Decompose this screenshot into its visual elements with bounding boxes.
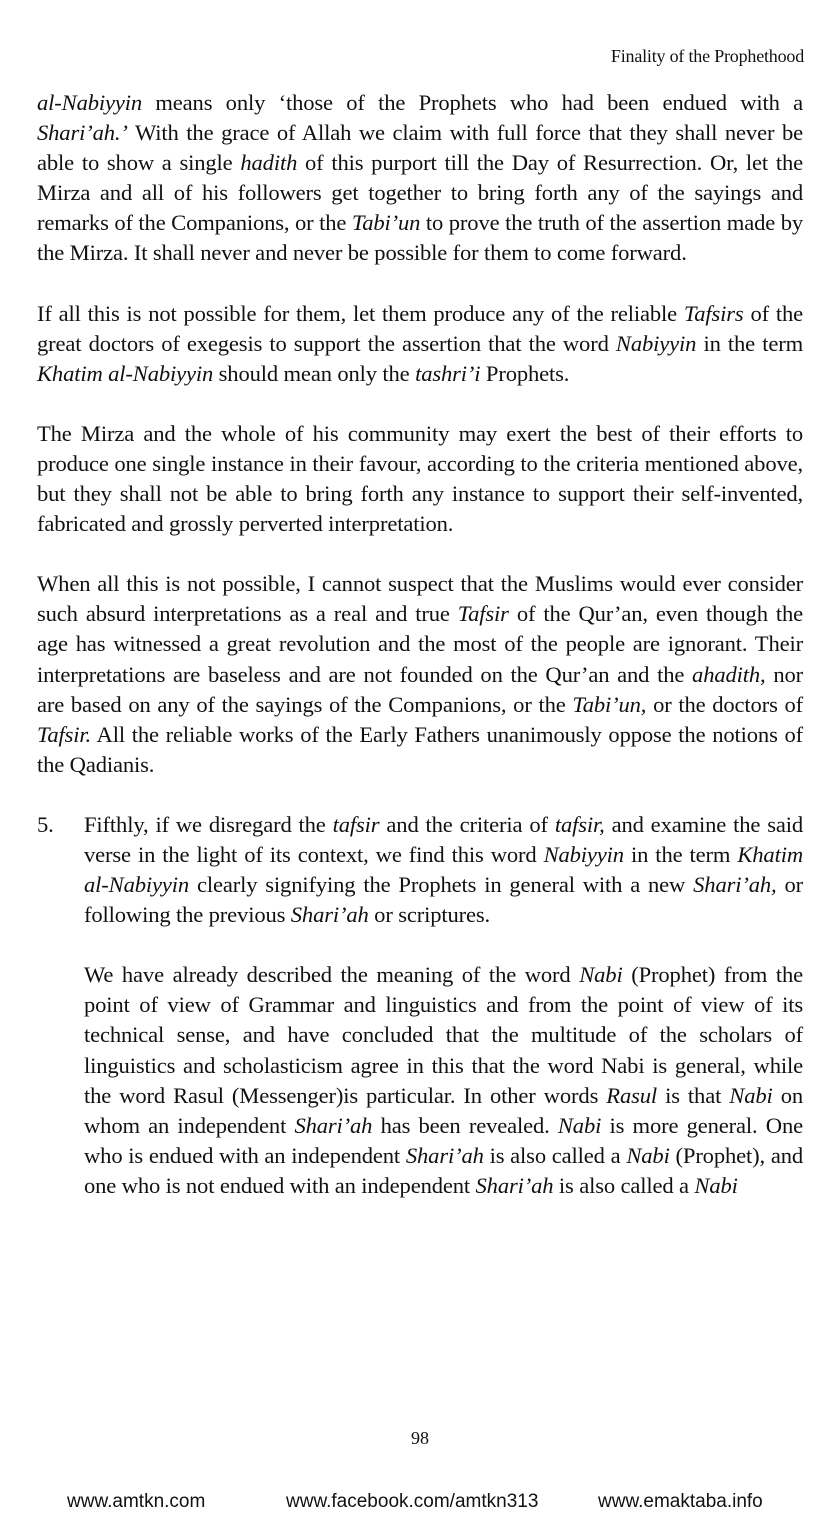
paragraph-4-seg-5: Tabi’un, bbox=[572, 691, 647, 717]
paragraph-2-seg-7: tashri’i bbox=[415, 360, 481, 386]
paragraph-6-seg-2: (Prophet) from the point of view of Grammar and linguistics and from the point of view of its technical sense, and have concluded that the multitude of the scholars of linguistics and scholasticism agree in this that the word Nabi is general, while the word Rasul (Messenger)is particular. In other words bbox=[84, 962, 803, 1108]
paragraph-2-seg-5: Khatim al-Nabiyyin bbox=[37, 360, 214, 386]
footer-link-facebook[interactable]: www.facebook.com/amtkn313 bbox=[286, 1491, 539, 1512]
paragraph-6-seg-3: Rasul bbox=[606, 1082, 658, 1108]
numbered-paragraph-5 bbox=[37, 810, 803, 930]
body-text bbox=[37, 88, 803, 1201]
paragraph-6 bbox=[37, 960, 803, 1201]
paragraph-6-seg-1: Nabi bbox=[579, 962, 623, 988]
paragraph-6-seg-0: We have already described the meaning of the word bbox=[84, 962, 580, 988]
list-number: 5. bbox=[37, 811, 54, 837]
paragraph-3-seg-0: The Mirza and the whole of his community may exert the best of their efforts to produce one single instance in their favour, according to the criteria mentioned above, but they shall not be able to bring forth any instance to support their self-invented, fabricated and grossly perverted interpretation. bbox=[37, 420, 803, 537]
paragraph-5-seg-4: and examine the said verse in the light of its context, we find this word bbox=[84, 811, 804, 867]
paragraph-2-seg-3: Nabiyyin bbox=[615, 330, 697, 356]
footer-link-amtkn[interactable]: www.amtkn.com bbox=[67, 1491, 206, 1512]
paragraph-2-seg-2: of the great doctors of exegesis to support the assertion that the word bbox=[37, 300, 804, 356]
paragraph-6-seg-15: Shari’ah bbox=[475, 1172, 554, 1198]
paragraph-5-seg-3: tafsir, bbox=[554, 811, 605, 837]
paragraph-1-seg-5: of this purport till the Day of Resurrection. Or, let the Mirza and all of his followers get together to bring forth any of the sayings and remarks of the Companions, or the bbox=[37, 150, 803, 236]
paragraph-1-seg-1: means only ‘those of the Prophets who had been endued with a bbox=[142, 90, 803, 115]
paragraph-5-seg-0: Fifthly, if we disregard the bbox=[84, 811, 333, 837]
paragraph-1-seg-0: al-Nabiyyin bbox=[37, 90, 143, 115]
paragraph-6-seg-8: has been revealed. bbox=[372, 1112, 558, 1138]
paragraph-5-seg-6: in the term bbox=[623, 841, 738, 867]
paragraph-6-seg-9: Nabi bbox=[557, 1112, 602, 1138]
paragraph-4-seg-0: When all this is not possible, I cannot suspect that the Muslims would ever consider such absurd interpretations as a real and true bbox=[37, 571, 803, 627]
paragraph-5-seg-8: clearly signifying the Prophets in general with a new bbox=[189, 872, 694, 898]
paragraph-6-seg-13: Nabi bbox=[626, 1142, 670, 1168]
paragraph-6-seg-6: on whom an independent bbox=[84, 1082, 803, 1138]
paragraph-6-seg-10: is more general. One who is endued with an independent bbox=[84, 1112, 803, 1168]
paragraph-1-seg-2: Shari’ah.’ bbox=[37, 120, 128, 146]
paragraph-5-seg-11: Shari’ah bbox=[290, 902, 369, 928]
paragraph-5-seg-7: Khatim al-Nabiyyin bbox=[84, 841, 803, 898]
paragraph-6-seg-4: is that bbox=[657, 1082, 730, 1108]
paragraph-2-seg-1: Tafsirs bbox=[683, 300, 744, 326]
paragraph-5-seg-1: tafsir bbox=[332, 811, 380, 837]
paragraph-4-seg-1: Tafsir bbox=[457, 601, 509, 627]
paragraph-4-seg-3: ahadith, bbox=[692, 661, 766, 687]
paragraph-5-seg-12: or scriptures. bbox=[368, 902, 491, 928]
paragraph-6-seg-7: Shari’ah bbox=[294, 1112, 373, 1138]
paragraph-5-seg-9: Shari’ah, bbox=[693, 872, 777, 898]
page-number: 98 bbox=[411, 1428, 429, 1448]
paragraph-6-seg-11: Shari’ah bbox=[405, 1142, 484, 1168]
footer bbox=[0, 1491, 840, 1521]
paragraph-4-seg-2: of the Qur’an, even though the age has witnessed a great revolution and the most of the people are ignorant. Their interpretations are baseless and are not founded on the Qur’an and the bbox=[37, 601, 803, 687]
paragraph-6-seg-12: is also called a bbox=[483, 1142, 627, 1168]
paragraph-4-seg-7: Tafsir. bbox=[37, 721, 92, 747]
paragraph-6-seg-5: Nabi bbox=[729, 1082, 773, 1108]
paragraph-4 bbox=[37, 569, 803, 780]
paragraph-1-seg-7: to prove the truth of the assertion made by the Mirza. It shall never and never be possible for them to come forward. bbox=[37, 210, 803, 266]
paragraph-1-seg-3: With the grace of Allah we claim with full force that they shall never be able to show a single bbox=[37, 120, 803, 176]
footer-link-emaktaba[interactable]: www.emaktaba.info bbox=[598, 1491, 763, 1512]
paragraph-6-seg-14: (Prophet), and one who is not endued with an independent bbox=[84, 1142, 803, 1198]
paragraph-2-seg-4: in the term bbox=[696, 330, 803, 356]
paragraph-2 bbox=[37, 299, 803, 389]
paragraph-4-seg-8: All the reliable works of the Early Fathers unanimously oppose the notions of the Qadianis. bbox=[37, 721, 803, 777]
paragraph-5-seg-2: and the criteria of bbox=[379, 811, 555, 837]
paragraph-1-seg-4: hadith bbox=[240, 150, 298, 176]
paragraph-5-seg-10: or following the previous bbox=[84, 872, 803, 928]
paragraph-2-seg-6: should mean only the bbox=[213, 360, 416, 386]
paragraph-3 bbox=[37, 419, 803, 539]
paragraph-4-seg-4: nor are based on any of the sayings of the Companions, or the bbox=[37, 661, 803, 717]
paragraph-4-seg-6: or the doctors of bbox=[646, 691, 804, 717]
running-head: Finality of the Prophethood bbox=[610, 46, 804, 66]
paragraph-1-seg-6: Tabi’un bbox=[351, 210, 421, 236]
paragraph-2-seg-0: If all this is not possible for them, let them produce any of the reliable bbox=[37, 300, 684, 326]
paragraph-6-seg-16: is also called a bbox=[553, 1172, 695, 1198]
paragraph-6-seg-17: Nabi bbox=[694, 1172, 738, 1198]
paragraph-1 bbox=[37, 88, 803, 269]
paragraph-2-seg-8: Prophets. bbox=[480, 360, 570, 386]
paragraph-5-seg-5: Nabiyyin bbox=[543, 841, 624, 867]
